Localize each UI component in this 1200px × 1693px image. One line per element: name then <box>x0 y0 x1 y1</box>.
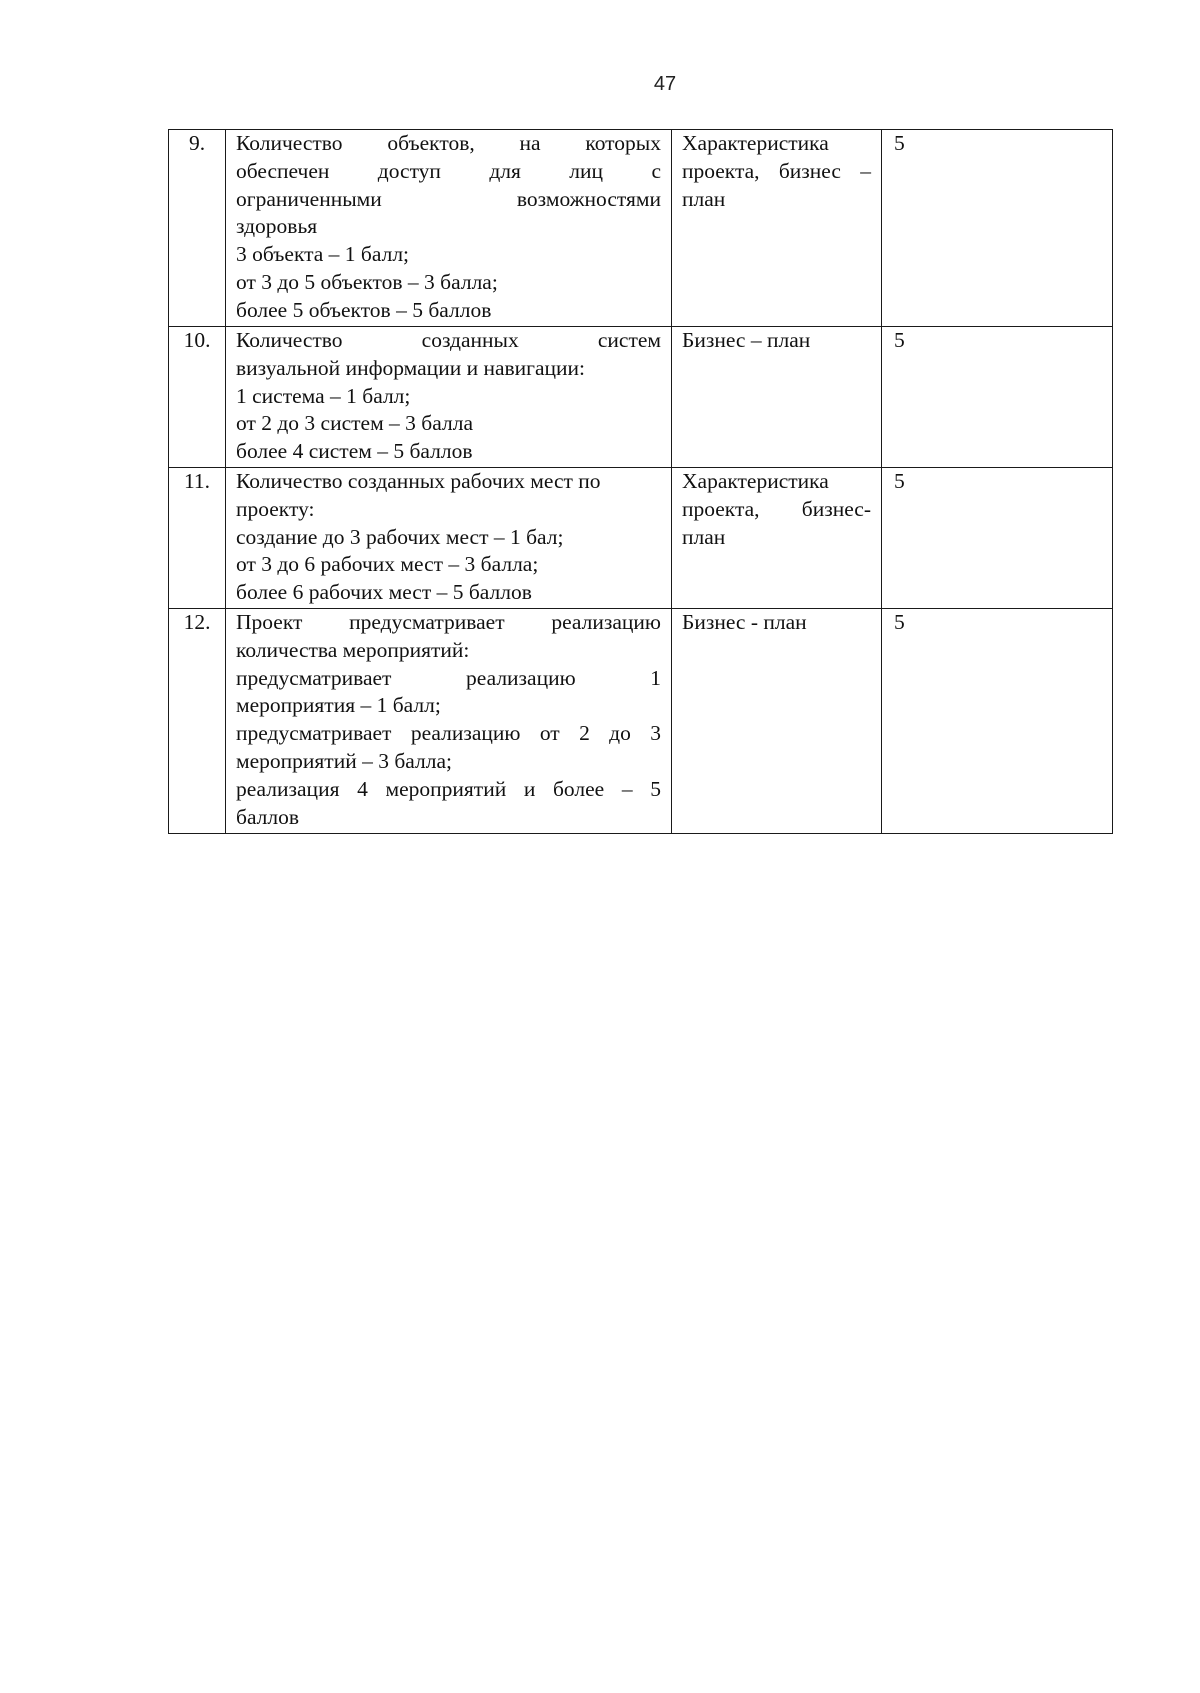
description-line: Количество объектов, на которых <box>236 131 661 155</box>
description-line: обеспечен доступ для лиц с <box>236 158 661 183</box>
criteria-table <box>168 129 1113 834</box>
source-line: план <box>682 186 726 211</box>
description-line: Проект предусматривает реализацию <box>236 610 661 634</box>
criterion-description <box>226 609 672 834</box>
table-row <box>169 130 1113 327</box>
description-line: более 4 систем – 5 баллов <box>236 439 473 464</box>
criterion-description <box>226 468 672 609</box>
max-score: 5 <box>882 327 1113 468</box>
row-number: 10. <box>169 327 226 468</box>
source-line: Характеристика <box>682 131 829 155</box>
table-row <box>169 609 1113 834</box>
row-number: 12. <box>169 609 226 834</box>
row-number: 11. <box>169 468 226 609</box>
description-line: более 5 объектов – 5 баллов <box>236 297 492 322</box>
description-line: визуальной информации и навигации: <box>236 355 586 380</box>
source-document <box>672 468 882 609</box>
description-line: более 6 рабочих мест – 5 баллов <box>236 580 532 605</box>
description-line: ограниченными возможностями <box>236 186 661 211</box>
source-line: Бизнес - план <box>682 610 807 634</box>
description-line: создание до 3 рабочих мест – 1 бал; <box>236 524 564 549</box>
description-line: мероприятий – 3 балла; <box>236 748 452 773</box>
source-document <box>672 609 882 834</box>
source-line: Характеристика <box>682 469 829 493</box>
description-line: предусматривает реализацию от 2 до 3 <box>236 721 661 746</box>
table-row <box>169 468 1113 609</box>
description-line: баллов <box>236 804 300 829</box>
description-line: от 3 до 6 рабочих мест – 3 балла; <box>236 552 539 577</box>
source-line: Бизнес – план <box>682 328 811 352</box>
description-line: предусматривает реализацию 1 <box>236 665 661 690</box>
description-line: от 2 до 3 систем – 3 балла <box>236 411 473 436</box>
source-document <box>672 327 882 468</box>
description-line: количества мероприятий: <box>236 637 470 662</box>
description-line: 3 объекта – 1 балл; <box>236 242 410 267</box>
row-number: 9. <box>169 130 226 327</box>
description-line: реализация 4 мероприятий и более – 5 <box>236 776 661 801</box>
description-line: 1 система – 1 балл; <box>236 383 411 408</box>
description-line: мероприятия – 1 балл; <box>236 693 441 718</box>
source-document <box>672 130 882 327</box>
source-line: план <box>682 524 726 549</box>
criterion-description <box>226 327 672 468</box>
description-line: Количество созданных систем <box>236 328 661 352</box>
page-number: 47 <box>653 73 677 95</box>
max-score: 5 <box>882 130 1113 327</box>
max-score: 5 <box>882 468 1113 609</box>
criterion-description <box>226 130 672 327</box>
description-line: проекту: <box>236 496 315 521</box>
max-score: 5 <box>882 609 1113 834</box>
table-row <box>169 327 1113 468</box>
description-line: Количество созданных рабочих мест по <box>236 469 601 493</box>
description-line: от 3 до 5 объектов – 3 балла; <box>236 269 498 294</box>
source-line: проекта, бизнес- <box>682 496 871 521</box>
description-line: здоровья <box>236 214 318 239</box>
source-line: проекта, бизнес – <box>682 158 871 183</box>
